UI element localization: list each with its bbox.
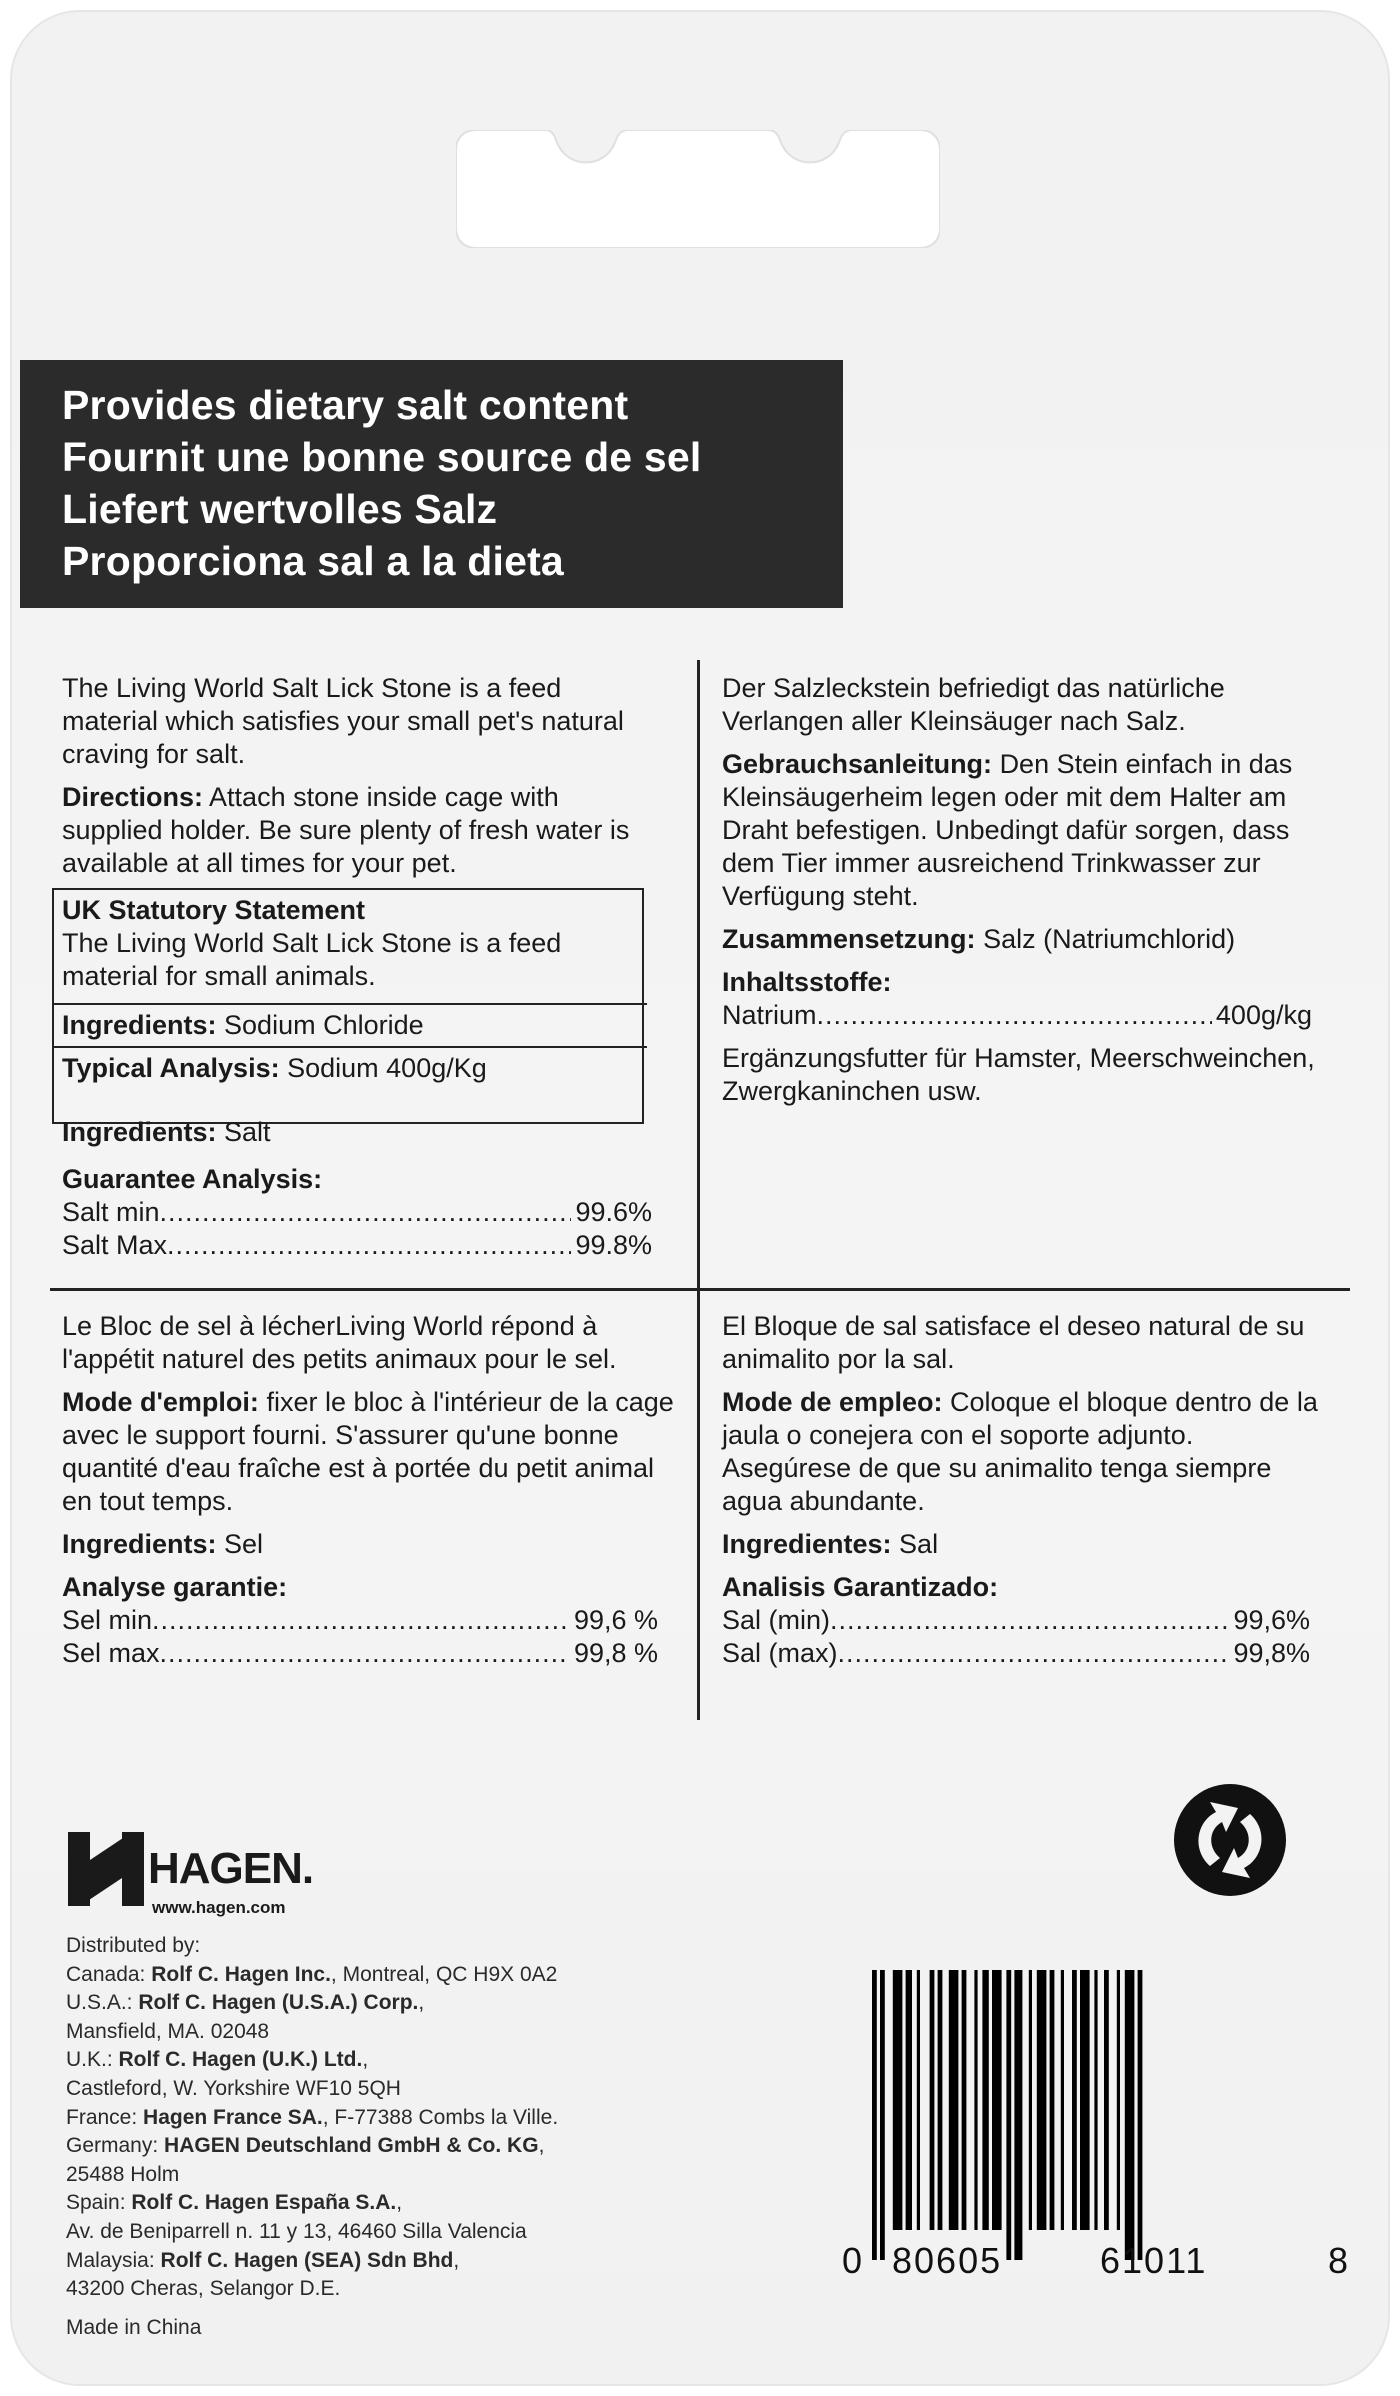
hagen-logo — [60, 1826, 314, 1917]
uk-text: The Living World Salt Lick Stone is a feed material for small animals. — [62, 928, 562, 991]
distribution-address: 43200 Cheras, Selangor D.E. — [66, 2277, 341, 2301]
barcode-bar — [1072, 1970, 1077, 2230]
origin-text: Made in China — [66, 2315, 202, 2339]
french-row-sel-max: Sel max ..... 99,8 % — [62, 1637, 658, 1670]
english-row-salt-max: Salt Max ..... 99.8% — [62, 1229, 652, 1262]
distribution-region: U.K.: — [66, 2048, 119, 2072]
distribution-company: Rolf C. Hagen (SEA) Sdn Bhd — [160, 2248, 454, 2272]
spanish-row-sal-max: Sal (max) ..... 99,8% — [722, 1637, 1310, 1670]
barcode-bar — [1061, 1970, 1064, 2230]
barcode-bar — [1138, 1970, 1143, 2260]
barcode-bar — [1014, 1970, 1022, 2260]
distribution-address: , Montreal, QC H9X 0A2 — [330, 1962, 558, 1986]
english-guarantee-title: Guarantee Analysis: — [62, 1164, 323, 1194]
barcode-bar — [962, 1970, 967, 2230]
english-intro: The Living World Salt Lick Stone is a feed material which satisfies your small pet's natural craving for salt. — [62, 673, 624, 769]
banner-line-de: Liefert wertvolles Salz — [62, 486, 498, 532]
english-ingredients: Ingredients: Salt — [62, 1117, 271, 1147]
barcode-bar — [1080, 1970, 1090, 2230]
german-row-natrium: Natrium ..... 400g/kg — [722, 999, 1312, 1032]
distribution-line — [66, 2018, 706, 2047]
distribution-line — [66, 2189, 706, 2218]
french-analysis-title: Analyse garantie: — [62, 1572, 288, 1602]
distribution-line — [66, 2275, 706, 2304]
spanish-section — [722, 1310, 1322, 1670]
distribution-line — [66, 2218, 706, 2247]
barcode-bar — [872, 1970, 877, 2260]
english-section — [62, 672, 652, 902]
distribution-region: Germany: — [66, 2134, 165, 2158]
barcode-bar — [982, 1970, 988, 2230]
uk-ingredients: Ingredients: Sodium Chloride — [52, 1003, 647, 1046]
distribution-lines — [66, 1961, 706, 2304]
barcode-check-digit: 8 — [1328, 2240, 1351, 2281]
spanish-analysis-title: Analisis Garantizado: — [722, 1572, 999, 1602]
barcode — [870, 1970, 1310, 2270]
english-analysis — [62, 1116, 652, 1262]
banner-line-en: Provides dietary salt content — [62, 382, 629, 428]
distribution-line — [66, 1961, 706, 1990]
german-note: Ergänzungsfutter für Hamster, Meerschweinchen, Zwergkaninchen usw. — [722, 1043, 1315, 1106]
distribution-address: , — [538, 2134, 545, 2158]
spanish-row-sal-min: Sal (min) ..... 99,6% — [722, 1604, 1310, 1637]
row-divider — [50, 1288, 1350, 1291]
column-divider — [697, 660, 700, 1720]
german-composition: Zusammensetzung: Salz (Natriumchlorid) — [722, 924, 1236, 954]
distribution-region: Malaysia: — [66, 2248, 161, 2272]
distribution-region: Spain: — [66, 2191, 132, 2215]
distribution-line — [66, 2247, 706, 2276]
distribution-address: Mansfield, MA. 02048 — [66, 2019, 270, 2043]
german-directions: Gebrauchsanleitung: Den Stein einfach in das Kleinsäugerheim legen oder mit dem Halter am Draht befestigen. Unbedingt dafür sorgen, dass dem Tier immer ausreichend Trinkwasser zur Verfügung steht. — [722, 749, 1293, 911]
barcode-left-group: 80605 — [892, 2240, 1003, 2281]
barcode-bar — [1125, 1970, 1135, 2260]
barcode-bar — [974, 1970, 977, 2230]
distribution-info — [66, 1932, 706, 2342]
distribution-company: Rolf C. Hagen España S.A. — [131, 2191, 397, 2215]
barcode-bar — [1117, 1970, 1120, 2230]
distribution-line — [66, 1989, 706, 2018]
spanish-ingredients: Ingredientes: Sal — [722, 1529, 939, 1559]
distribution-address: , F-77388 Combs la Ville. — [322, 2105, 559, 2129]
barcode-bar — [1094, 1970, 1097, 2230]
barcode-right-group: 61011 — [1100, 2240, 1208, 2281]
brand-name: HAGEN. — [148, 1844, 314, 1893]
spanish-directions: Mode de empleo: Coloque el bloque dentro de la jaula o conejera con el soporte adjunto. Asegúrese de que su animalito tenga siempre agua abundante. — [722, 1387, 1318, 1516]
french-directions: Mode d'emploi: fixer le bloc à l'intérieur de la cage avec le support fourni. S'assurer qu'une bonne quantité d'eau fraîche est à portée du petit animal en tout temps. — [62, 1387, 674, 1516]
barcode-bar — [906, 1970, 912, 2230]
german-intro: Der Salzleckstein befriedigt das natürliche Verlangen aller Kleinsäuger nach Salz. — [722, 673, 1225, 736]
barcode-bar — [1037, 1970, 1047, 2230]
spanish-intro: El Bloque de sal satisface el deseo natural de su animalito por la sal. — [722, 1311, 1305, 1374]
distribution-company: Rolf C. Hagen Inc. — [151, 1962, 331, 1986]
distribution-address: Av. de Beniparrell n. 11 y 13, 46460 Silla Valencia — [66, 2219, 527, 2243]
german-contents-title: Inhaltsstoffe: — [722, 967, 892, 997]
distribution-address: , — [362, 2048, 369, 2072]
english-row-salt-min: Salt min ..... 99.6% — [62, 1196, 652, 1229]
distribution-line — [66, 2161, 706, 2190]
green-dot-recycle-icon — [1170, 1780, 1290, 1900]
distribution-region: U.S.A.: — [66, 1991, 139, 2015]
barcode-bar — [1029, 1970, 1032, 2230]
barcode-bar — [949, 1970, 959, 2230]
benefit-banner — [20, 360, 843, 608]
distribution-company: Rolf C. Hagen (U.S.A.) Corp. — [138, 1991, 419, 2015]
distribution-line — [66, 2046, 706, 2075]
barcode-bar — [1006, 1970, 1011, 2260]
distribution-address: , — [453, 2248, 460, 2272]
german-section — [722, 672, 1322, 1118]
uk-title: UK Statutory Statement — [62, 895, 366, 925]
distribution-region: France: — [66, 2105, 144, 2129]
distribution-region: Canada: — [66, 1962, 152, 1986]
barcode-bar — [930, 1970, 935, 2230]
banner-line-es: Proporciona sal a la dieta — [62, 538, 564, 584]
barcode-bar — [917, 1970, 920, 2230]
barcode-bar — [992, 1970, 1002, 2230]
french-section — [62, 1310, 682, 1670]
distribution-address: , — [418, 1991, 425, 2015]
banner-line-fr: Fournit une bonne source de sel — [62, 434, 702, 480]
brand-url[interactable]: www.hagen.com — [152, 1898, 286, 1917]
distribution-company: Hagen France SA. — [143, 2105, 323, 2129]
distribution-line — [66, 2075, 706, 2104]
french-ingredients: Ingredients: Sel — [62, 1529, 264, 1559]
french-intro: Le Bloc de sel à lécherLiving World répond à l'appétit naturel des petits animaux pour le sel. — [62, 1311, 617, 1374]
distribution-company: Rolf C. Hagen (U.K.) Ltd. — [118, 2048, 363, 2072]
barcode-bar — [893, 1970, 903, 2230]
hang-tab-cutout — [456, 130, 940, 248]
barcode-first-digit: 0 — [842, 2240, 865, 2281]
distribution-address: Castleford, W. Yorkshire WF10 5QH — [66, 2076, 401, 2100]
barcode-bar — [1104, 1970, 1109, 2230]
distribution-line — [66, 2132, 706, 2161]
barcode-bar — [938, 1970, 943, 2230]
english-directions: Directions: Attach stone inside cage with supplied holder. Be sure plenty of fresh water is available at all times for your pet. — [62, 782, 630, 878]
distribution-line — [66, 2104, 706, 2133]
distribution-address: 25488 Holm — [66, 2162, 180, 2186]
distribution-address: , — [396, 2191, 403, 2215]
french-row-sel-min: Sel min ..... 99,6 % — [62, 1604, 658, 1637]
uk-analysis: Typical Analysis: Sodium 400g/Kg — [52, 1046, 647, 1089]
hagen-mark-icon — [60, 1826, 150, 1912]
barcode-bar — [1050, 1970, 1055, 2230]
barcode-bar — [880, 1970, 885, 2260]
distribution-title: Distributed by: — [66, 1934, 201, 1957]
distribution-company: HAGEN Deutschland GmbH & Co. KG — [164, 2134, 539, 2158]
uk-statement — [62, 894, 637, 1089]
